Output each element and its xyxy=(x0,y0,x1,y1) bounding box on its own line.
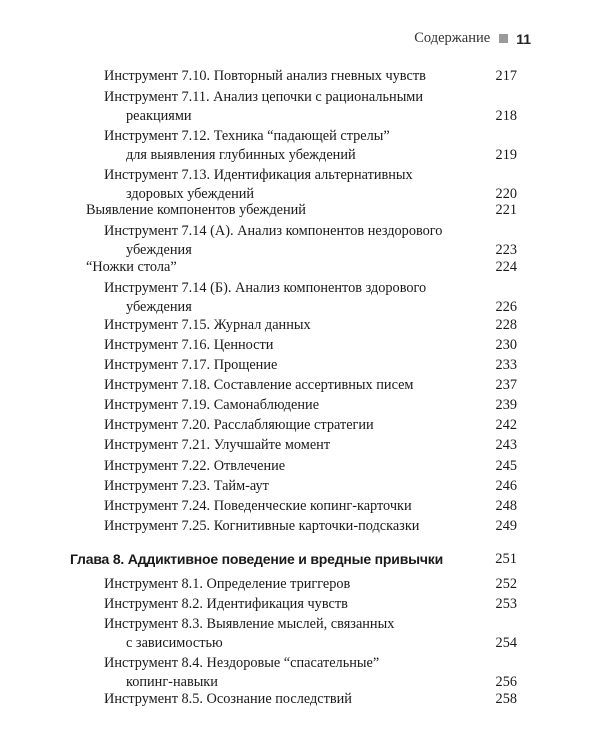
toc-entry-page: 252 xyxy=(495,576,517,592)
toc-entry-page: 239 xyxy=(495,397,517,413)
toc-entry-title: Инструмент 8.3. Выявление мыслей, связанных xyxy=(104,616,395,632)
toc-entry-title: Инструмент 7.12. Техника “падающей стрелы” xyxy=(104,128,390,144)
toc-entry-title-cont: убеждения xyxy=(126,242,192,258)
toc-entry-page: 233 xyxy=(495,357,517,373)
toc-entry-title: Выявление компонентов убеждений xyxy=(86,202,306,218)
toc-entry-7-23[interactable] xyxy=(104,476,517,496)
toc-entry-page: 249 xyxy=(495,518,517,534)
toc-entry-7-21[interactable] xyxy=(104,435,517,455)
toc-entry-title: Инструмент 7.18. Составление ассертивных писем xyxy=(104,377,414,393)
toc-entry-title-cont: копинг-навыки xyxy=(126,674,218,690)
toc-entry-page: 218 xyxy=(495,108,517,124)
toc-entry-title: Инструмент 8.2. Идентификация чувств xyxy=(104,596,348,612)
running-header-title: Содержание xyxy=(414,30,491,46)
toc-entry-title: Инструмент 7.17. Прощение xyxy=(104,357,278,373)
toc-entry-page: 258 xyxy=(495,691,517,707)
toc-entry-title: Инструмент 7.16. Ценности xyxy=(104,337,274,353)
toc-entry-title: Инструмент 7.25. Когнитивные карточки-подсказки xyxy=(104,518,420,534)
toc-entry-title: Инструмент 7.14 (А). Анализ компонентов нездорового xyxy=(104,223,443,239)
toc-entry-page: 246 xyxy=(495,478,517,494)
toc-entry-page: 248 xyxy=(495,498,517,514)
toc-entry-title: Инструмент 7.23. Тайм-аут xyxy=(104,478,269,494)
toc-entry-7-24[interactable] xyxy=(104,496,517,516)
toc-entry-title-cont: реакциями xyxy=(126,108,192,124)
toc-entry-7-12[interactable] xyxy=(104,126,517,166)
toc-entry-page: 245 xyxy=(495,458,517,474)
toc-entry-page: 224 xyxy=(495,259,517,275)
toc-entry-title: Инструмент 7.19. Самонаблюдение xyxy=(104,397,320,413)
toc-entry-8-2[interactable] xyxy=(104,594,517,614)
toc-entry-7-16[interactable] xyxy=(104,335,517,355)
toc-entry-7-11[interactable] xyxy=(104,87,517,127)
toc-entry-title: Инструмент 8.1. Определение триггеров xyxy=(104,576,351,592)
page-number: 11 xyxy=(516,30,531,47)
toc-entry-page: 223 xyxy=(495,242,517,258)
toc-section-belief-components[interactable] xyxy=(86,200,517,220)
toc-entry-page: 253 xyxy=(495,596,517,612)
toc-chapter-8[interactable] xyxy=(70,549,517,569)
toc-entry-8-1[interactable] xyxy=(104,574,517,594)
toc-chapter-title: Глава 8. Аддиктивное поведение и вредные привычки xyxy=(70,551,443,567)
toc-entry-7-10[interactable] xyxy=(104,66,517,86)
toc-entry-page: 220 xyxy=(495,186,517,202)
toc-entry-title: Инструмент 8.4. Нездоровые “спасательные” xyxy=(104,655,380,671)
toc-entry-title-cont: здоровых убеждений xyxy=(126,186,255,202)
toc-entry-page: 243 xyxy=(495,437,517,453)
toc-entry-8-4[interactable] xyxy=(104,653,517,693)
toc-entry-title-cont: убеждения xyxy=(126,299,192,315)
toc-entry-title: Инструмент 7.10. Повторный анализ гневных чувств xyxy=(104,68,426,84)
toc-entry-title: Инструмент 7.20. Расслабляющие стратегии xyxy=(104,417,374,433)
toc-entry-page: 242 xyxy=(495,417,517,433)
toc-entry-page: 256 xyxy=(495,674,517,690)
toc-entry-title: Инструмент 7.22. Отвлечение xyxy=(104,458,286,474)
toc-entry-7-14a[interactable] xyxy=(104,221,517,261)
toc-entry-title: Инструмент 7.15. Журнал данных xyxy=(104,317,311,333)
running-header xyxy=(414,30,531,47)
toc-entry-page: 219 xyxy=(495,147,517,163)
toc-entry-title: Инструмент 7.21. Улучшайте момент xyxy=(104,437,331,453)
toc-entry-7-18[interactable] xyxy=(104,375,517,395)
toc-entry-title: Инструмент 7.13. Идентификация альтернативных xyxy=(104,167,413,183)
toc-entry-page: 228 xyxy=(495,317,517,333)
toc-entry-title: Инструмент 7.24. Поведенческие копинг-карточки xyxy=(104,498,412,514)
toc-entry-7-13[interactable] xyxy=(104,165,517,205)
toc-entry-title-cont: для выявления глубинных убеждений xyxy=(126,147,356,163)
toc-entry-page: 217 xyxy=(495,68,517,84)
toc-entry-7-22[interactable] xyxy=(104,456,517,476)
toc-entry-title: Инструмент 8.5. Осознание последствий xyxy=(104,691,352,707)
toc-entry-7-19[interactable] xyxy=(104,395,517,415)
toc-entry-page: 226 xyxy=(495,299,517,315)
toc-entry-7-14b[interactable] xyxy=(104,278,517,318)
toc-entry-7-15[interactable] xyxy=(104,315,517,335)
toc-entry-title-cont: с зависимостью xyxy=(126,635,223,651)
toc-entry-page: 251 xyxy=(495,551,517,567)
toc-entry-8-5[interactable] xyxy=(104,689,517,709)
toc-section-table-legs[interactable] xyxy=(86,257,517,277)
toc-entry-7-20[interactable] xyxy=(104,415,517,435)
toc-entry-7-25[interactable] xyxy=(104,516,517,536)
toc-entry-7-17[interactable] xyxy=(104,355,517,375)
toc-entry-title: “Ножки стола” xyxy=(86,259,177,275)
toc-entry-title: Инструмент 7.11. Анализ цепочки с рациональными xyxy=(104,89,424,105)
toc-entry-page: 254 xyxy=(495,635,517,651)
toc-entry-page: 221 xyxy=(495,202,517,218)
toc-entry-8-3[interactable] xyxy=(104,614,517,654)
toc-entry-page: 230 xyxy=(495,337,517,353)
square-separator-icon xyxy=(499,34,508,43)
toc-entry-page: 237 xyxy=(495,377,517,393)
toc-entry-title: Инструмент 7.14 (Б). Анализ компонентов здорового xyxy=(104,280,427,296)
